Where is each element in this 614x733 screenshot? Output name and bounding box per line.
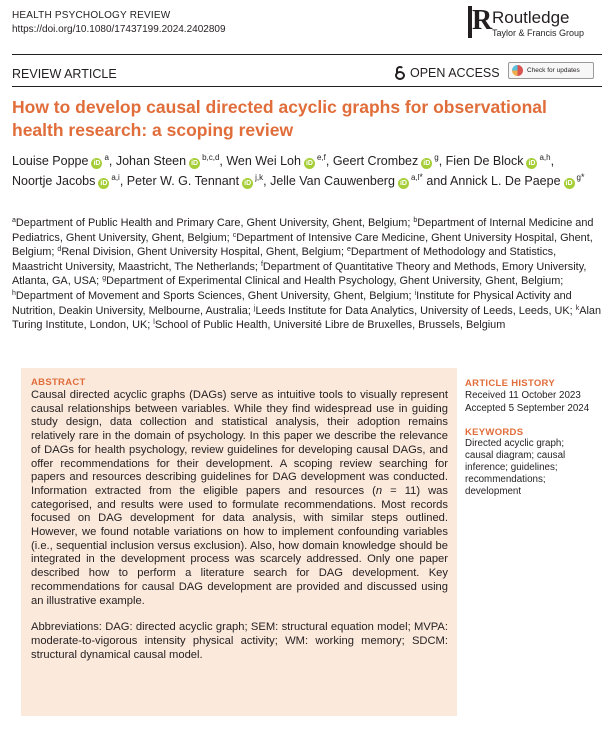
affiliation-key: a [12,217,16,224]
affiliation-key: f [260,260,263,268]
article-history-heading: ARTICLE HISTORY [465,378,556,389]
routledge-mark-icon [468,5,493,38]
author-affiliation-marks: g [576,173,581,182]
affiliation-key: d [57,246,62,254]
abstract-panel [21,368,457,716]
publisher-subtitle: Taylor & Francis Group [492,28,585,38]
author-name: Peter W. G. Tennant [126,174,240,188]
author-name: Fien De Block [445,154,524,168]
author-name: Jelle Van Cauwenberg [270,174,395,188]
corresponding-marker: * [580,172,585,182]
routledge-mark-letter: R [472,5,493,36]
affiliation-text: Renal Division, Ghent University Hospital, Ghent, Belgium; [61,246,348,259]
author-entry [333,154,439,168]
affiliation-text: Department of Experimental Clinical and Health Psychology, Ghent University, Ghent, Belgium; [106,275,564,288]
open-access-label [395,66,500,80]
author-affiliation-marks: a [104,153,109,162]
orcid-icon[interactable]: iD [191,160,199,167]
open-access-text: OPEN ACCESS [410,66,500,80]
check-for-updates-button[interactable] [508,62,594,79]
orcid-icon[interactable]: iD [528,160,536,167]
received-date: Received 11 October 2023 [465,390,581,401]
affiliation-text: Institute for Physical Activity and Nutrition, Deakin University, Melbourne, Australia; [12,289,572,317]
author-affiliation-marks: j,k [255,173,264,182]
affiliation-key: e [347,246,351,254]
journal-name: HEALTH PSYCHOLOGY REVIEW [12,10,171,21]
affiliation-text: Department of Movement and Sports Sciences, Ghent University, Ghent, Belgium; [15,289,415,302]
affiliation-text: Department of Intensive Care Medicine, Ghent University Hospital, Ghent, Belgium; [12,231,593,259]
doi-link[interactable]: https://doi.org/10.1080/17437199.2024.2402809 [12,24,226,35]
publisher-logo [468,6,584,38]
author-entry [450,174,584,188]
accepted-date: Accepted 5 September 2024 [465,403,590,414]
author-affiliation-marks: a,i [111,173,120,182]
affiliation-key: j [253,304,256,312]
author-entry [270,174,423,188]
affiliation-key: g [102,275,107,283]
affiliation-key: b [413,217,418,224]
author-name: Noortje Jacobs [12,174,96,188]
author-entry [12,154,109,168]
author-entry [12,174,120,188]
author-entry [446,154,551,168]
orcid-icon[interactable]: iD [93,160,101,167]
author-affiliation-marks: a,l [410,173,420,182]
author-entry [226,154,326,168]
author-affiliation-marks: e,f [316,153,326,162]
orcid-icon[interactable]: iD [305,160,313,167]
orcid-icon[interactable]: iD [244,180,252,187]
open-access-icon [395,66,405,80]
publisher-name: Routledge [492,8,570,27]
author-affiliation-marks: a,h [539,153,551,162]
article-type: REVIEW ARTICLE [12,67,117,81]
article-sidebar [465,378,605,498]
affiliation-text: Department of Methodology and Statistics, Maastricht University, Maastricht, The Netherlands; [12,246,557,273]
keywords-heading: KEYWORDS [465,427,524,438]
author-name: Louise Poppe [12,154,89,168]
orcid-icon[interactable]: iD [100,180,108,187]
author-entry [127,174,263,188]
author-name: Wen Wei Loh [226,154,301,168]
affiliation-text: Leeds Institute for Data Analytics, University of Leeds, Leeds, UK; [255,304,576,317]
affiliation-text: School of Public Health, Université Libre de Bruxelles, Brussels, Belgium [154,319,506,332]
header-rule-top [12,54,602,55]
affiliations [12,216,602,333]
author-name: Annick L. De Paepe [450,174,561,188]
check-for-updates-label: Check for updates [527,67,580,74]
abstract-text: Causal directed acyclic graphs (DAGs) serve as intuitive tools to visually represent causal relationships between variables. While they find widespread use in guiding study design, data collection and statistical analysis, their adoption remains relatively rare in the domain of psychology. In this paper we describe the relevance of DAGs for health psychology, review guidelines for developing causal DAGs, and offer recommendations for their development. A scoping review searching for papers and resources describing guidelines for DAG development was conducted. Information extracted from the eligible papers and resources (n = 11) was categorised, and results were used to formulate recommendations. Most records focused on DAG development for data analysis, with similar steps outlined. However, we found notable variations on how to implement confounding variables (i.e., sequential inclusion versus exclusion). Also, how domain knowledge should be integrated in the development process was scarcely addressed. Only one paper described how to perform a literature search for DAG development. Key recommendations for causal DAG development are provided and discussed using an illustrative example. [31,389,448,607]
header-rule-bottom [12,86,602,87]
affiliation-key: l [153,319,155,327]
author-name: Geert Crombez [332,154,419,168]
affiliation-text: Department of Public Health and Primary Care, Ghent University, Ghent, Belgium; [15,217,414,229]
orcid-icon[interactable]: iD [423,160,431,167]
author-entry [116,154,220,168]
author-affiliation-marks: b,c,d [202,153,220,162]
orcid-icon[interactable]: iD [565,180,573,187]
author-affiliation-marks: g [434,153,439,162]
affiliation-text: Alan Turing Institute, London, UK; [12,304,602,332]
article-title: How to develop causal directed acyclic graphs for observational health research: a scoping review [12,97,547,140]
keywords-list: Directed acyclic graph; causal diagram; causal inference; guidelines; recommendations; development [465,438,566,497]
author-list: Louise Poppe $iD^a$, Johan Steen iD$^{b,c,d}$, Wen Wei Loh iD$^{e,f}$, Geert Crombez $iD^g$, Fien De Block iD$^{a,h}$, Noortje Jacobs iD$^{a,i}$, Peter W. G. Tennant iD$^{j,k}$, Jelle Van Cauwenberg $iD^{a,l*}$ and Annick L. De Paepe $iD^{g*}$ [12,153,585,188]
abstract-heading: ABSTRACT [31,377,86,388]
orcid-icon[interactable]: iD [399,180,407,187]
affiliation-key: k [575,304,580,312]
affiliation-text: Department of Internal Medicine and Pediatrics, Ghent University, Ghent, Belgium; [12,217,594,244]
updates-icon [512,65,523,76]
affiliation-key: c [232,231,237,239]
author-name: Johan Steen [115,154,187,168]
corresponding-marker: * [419,172,423,182]
affiliation-key: i [414,289,417,297]
affiliation-key: h [12,289,16,297]
affiliation-text: Department of Quantitative Theory and Methods, Emory University, Atlanta, GA, USA; [12,260,587,288]
abbreviations: Abbreviations: DAG: directed acyclic graph; SEM: structural equation model; MVPA: moderate-to-vigorous intensity physical activity; WM: working memory; SDCM: structural dynamical causal model. [31,621,448,661]
